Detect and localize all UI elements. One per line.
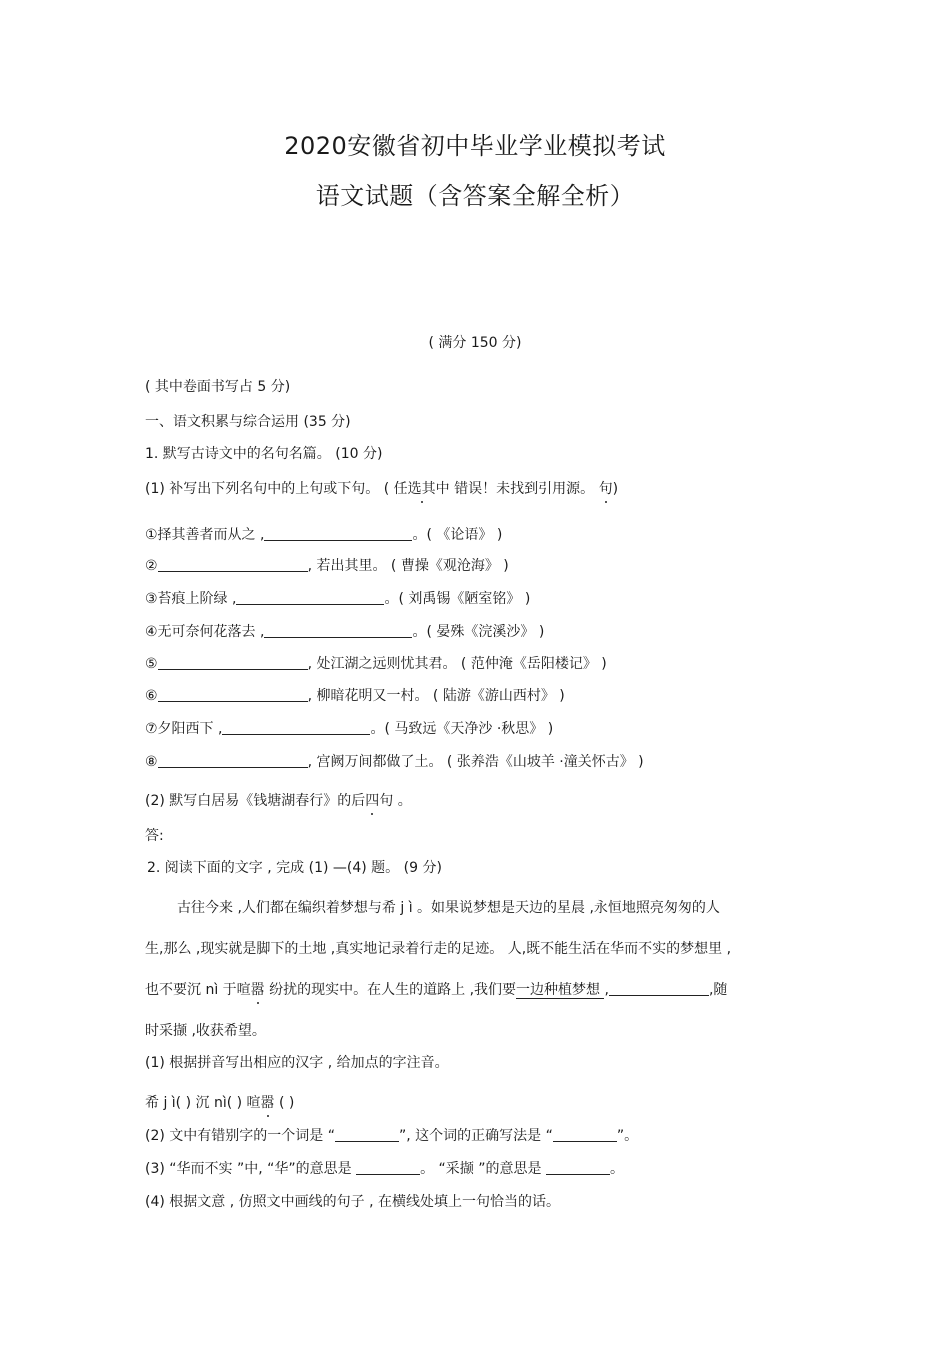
emphasis-dotted-char: 嚣 bbox=[250, 982, 265, 998]
fill-item: ② , 若出其里。 ( 曹操《观沧海》 ) bbox=[145, 558, 509, 574]
fill-item: ①择其善者而从之 , 。( 《论语》 ) bbox=[145, 527, 503, 543]
reading-paragraph-line: 生,那么 ,现实就是脚下的土地 ,真实地记录着行走的足迹。 人,既不能生活在华而不实的梦想里 , bbox=[145, 941, 732, 957]
emphasis-dotted-text: 任选其中 bbox=[393, 481, 450, 497]
fill-item: ③苔痕上阶绿 , 。( 刘禹锡《陋室铭》 ) bbox=[145, 591, 531, 607]
question-2-sub4: (4) 根据文意 , 仿照文中画线的句子 , 在横线处填上一句恰当的话。 bbox=[145, 1194, 560, 1210]
fill-item: ⑤ , 处江湖之远则忧其君。 ( 范仲淹《岳阳楼记》 ) bbox=[145, 656, 607, 672]
fill-item: ④无可奈何花落去 , 。( 晏殊《浣溪沙》 ) bbox=[145, 624, 545, 640]
emphasis-dotted-char: 嚣 bbox=[260, 1095, 275, 1111]
answer-blank[interactable] bbox=[264, 526, 412, 541]
question-2-sub3: (3) “华而不实 ”中, “华”的意思是 。 “采撷 ”的意思是 。 bbox=[145, 1161, 624, 1177]
reading-paragraph-line: 古往今来 ,人们都在编织着梦想与希 j ì 。如果说梦想是天边的星晨 ,永恒地照亮匆匆的人 bbox=[177, 900, 720, 916]
answer-blank[interactable] bbox=[553, 1127, 617, 1142]
handwriting-note: ( 其中卷面书写占 5 分) bbox=[145, 379, 291, 395]
answer-blank[interactable] bbox=[609, 981, 709, 996]
answer-blank[interactable] bbox=[158, 655, 308, 670]
error-text: 错误！未找到引用源。 bbox=[449, 481, 595, 497]
question-2-header: 2. 阅读下面的文字 , 完成 (1) —(4) 题。 (9 分) bbox=[147, 860, 442, 876]
fill-item: ⑥ , 柳暗花明又一村。 ( 陆游《游山西村》 ) bbox=[145, 688, 565, 704]
question-2-sub1: (1) 根据拼音写出相应的汉字 , 给加点的字注音。 bbox=[145, 1055, 449, 1071]
question-1-sub2: (2) 默写白居易《钱塘湖春行》的后四句 。 bbox=[145, 793, 412, 809]
question-2-sub2: (2) 文中有错别字的一个词是 “ ”, 这个词的正确写法是 “ ”。 bbox=[145, 1128, 639, 1144]
answer-blank[interactable] bbox=[546, 1160, 610, 1175]
emphasis-dotted-text: 后四句 bbox=[351, 793, 394, 809]
exam-title-line2: 语文试题（含答案全解全析） bbox=[315, 182, 635, 210]
exam-title-line1: 2020安徽省初中毕业学业模拟考试 bbox=[284, 132, 666, 160]
full-score: ( 满分 150 分) bbox=[428, 335, 522, 351]
answer-blank[interactable] bbox=[158, 687, 308, 702]
answer-blank[interactable] bbox=[335, 1127, 399, 1142]
answer-label: 答: bbox=[145, 828, 164, 844]
fill-item: ⑧ , 宫阙万间都做了土。 ( 张养浩《山坡羊 ·潼关怀古》 ) bbox=[145, 754, 644, 770]
answer-blank[interactable] bbox=[264, 623, 412, 638]
answer-blank[interactable] bbox=[158, 753, 308, 768]
answer-blank[interactable] bbox=[222, 720, 370, 735]
pinyin-answer-line: 希 j ì( ) 沉 nì( ) 喧嚣 ( ) bbox=[145, 1095, 295, 1111]
answer-blank[interactable] bbox=[158, 557, 308, 572]
reading-paragraph-line: 也不要沉 nì 于喧嚣 纷扰的现实中。在人生的道路上 ,我们要一边种植梦想 , ,随 bbox=[145, 982, 728, 998]
emphasis-dotted-text: 句 bbox=[598, 481, 613, 497]
answer-blank[interactable] bbox=[236, 590, 384, 605]
reading-paragraph-line: 时采撷 ,收获希望。 bbox=[145, 1023, 266, 1039]
answer-blank[interactable] bbox=[356, 1160, 420, 1175]
section-heading: 一、语文积累与综合运用 (35 分) bbox=[145, 414, 351, 430]
fill-item: ⑦夕阳西下 , 。( 马致远《天净沙 ·秋思》 ) bbox=[145, 721, 554, 737]
underlined-sentence: 一边种植梦想 bbox=[516, 982, 605, 998]
question-1-sub1: (1) 补写出下列名句中的上句或下句。 ( 任选其中 错误！未找到引用源。 句) bbox=[145, 481, 619, 497]
question-1-header: 1. 默写古诗文中的名句名篇。 (10 分) bbox=[145, 446, 383, 462]
